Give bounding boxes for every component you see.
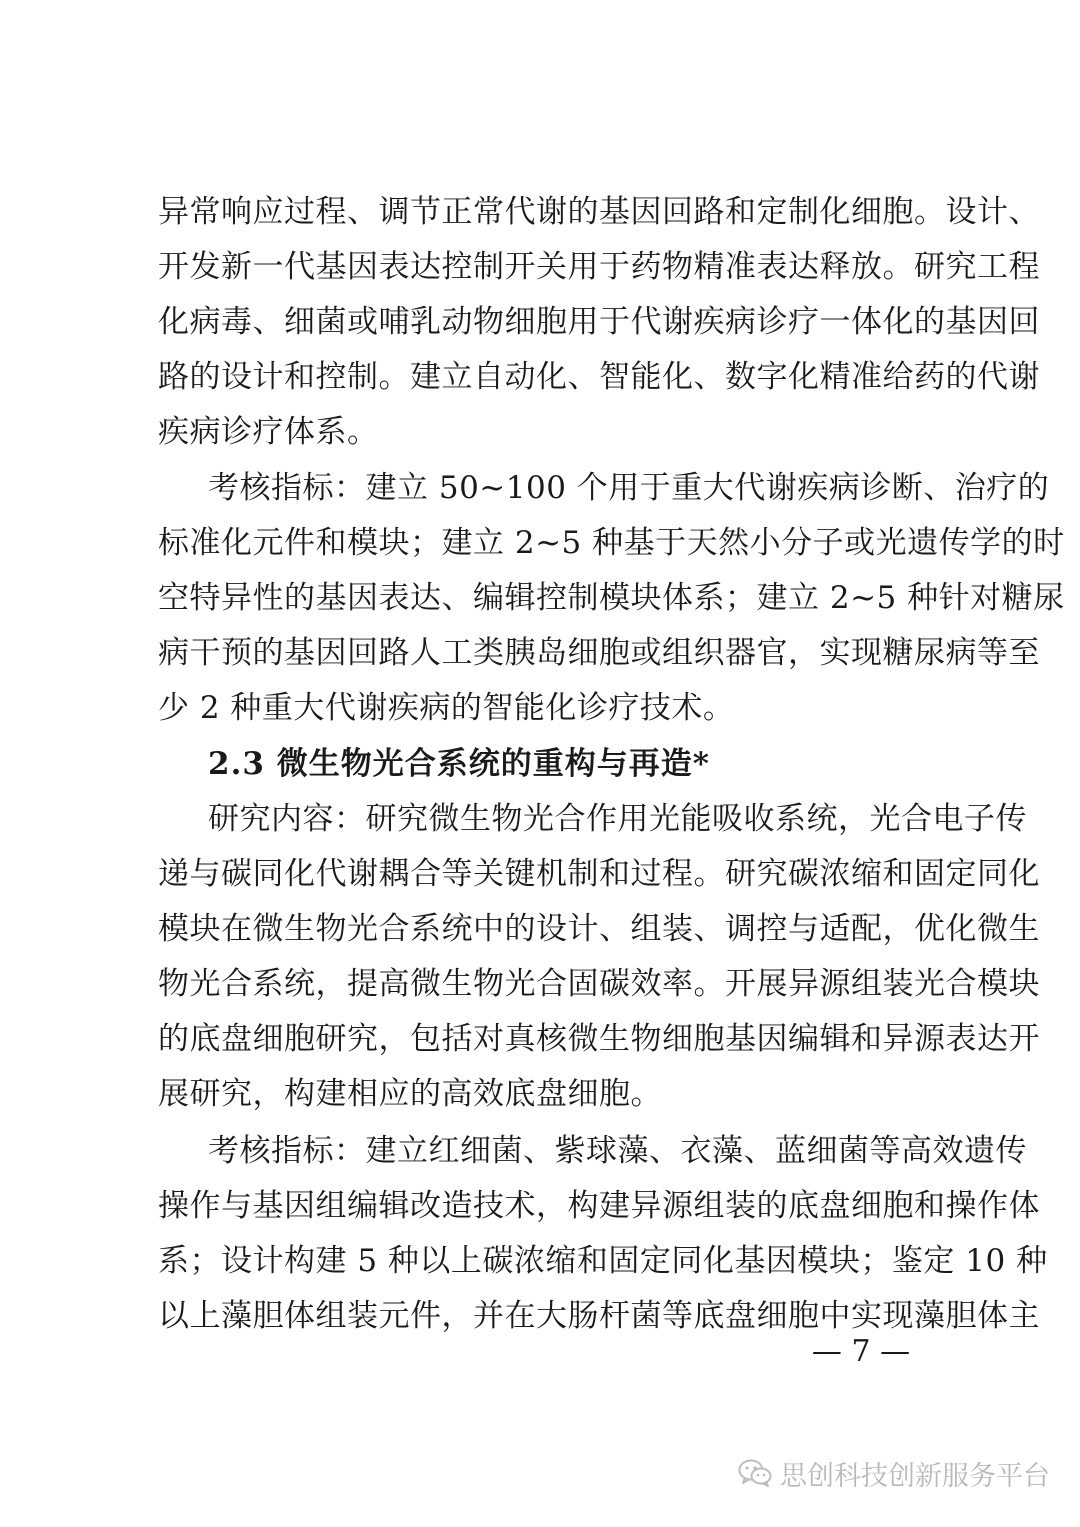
paragraph-2-line-4: 病干预的基因回路人工类胰岛细胞或组织器官，实现糖尿病等至 [158, 635, 1040, 671]
paragraph-4-line-2: 操作与基因组编辑改造技术，构建异源组装的底盘细胞和操作体 [158, 1188, 1040, 1224]
watermark [738, 1453, 1050, 1493]
wechat-icon [738, 1458, 772, 1488]
section-heading: 2.3 微生物光合系统的重构与再造* [208, 746, 710, 782]
paragraph-1-line-5: 疾病诊疗体系。 [158, 414, 379, 450]
paragraph-1-line-1: 异常响应过程、调节正常代谢的基因回路和定制化细胞。设计、 [158, 194, 1040, 230]
paragraph-4-line-1: 考核指标：建立红细菌、紫球藻、衣藻、蓝细菌等高效遗传 [208, 1133, 1027, 1169]
paragraph-3-line-6: 展研究，构建相应的高效底盘细胞。 [158, 1076, 662, 1112]
paragraph-1-line-3: 化病毒、细菌或哺乳动物细胞用于代谢疾病诊疗一体化的基因回 [158, 304, 1040, 340]
paragraph-4-line-4: 以上藻胆体组装元件，并在大肠杆菌等底盘细胞中实现藻胆体主 [158, 1298, 1040, 1334]
paragraph-2-line-2: 标准化元件和模块；建立 2~5 种基于天然小分子或光遗传学的时 [158, 525, 1065, 561]
paragraph-2-line-5: 少 2 种重大代谢疾病的智能化诊疗技术。 [158, 690, 735, 726]
paragraph-3-line-1: 研究内容：研究微生物光合作用光能吸收系统，光合电子传 [208, 801, 1027, 837]
paragraph-3-line-4: 物光合系统，提高微生物光合固碳效率。开展异源组装光合模块 [158, 966, 1040, 1002]
paragraph-1-line-2: 开发新一代基因表达控制开关用于药物精准表达释放。研究工程 [158, 249, 1040, 285]
paragraph-3-line-3: 模块在微生物光合系统中的设计、组装、调控与适配，优化微生 [158, 911, 1040, 947]
paragraph-4-line-3: 系；设计构建 5 种以上碳浓缩和固定同化基因模块；鉴定 10 种 [158, 1243, 1048, 1279]
watermark-text: 思创科技创新服务平台 [780, 1460, 1050, 1492]
paragraph-3-line-5: 的底盘细胞研究，包括对真核微生物细胞基因编辑和异源表达开 [158, 1021, 1040, 1057]
paragraph-3-line-2: 递与碳同化代谢耦合等关键机制和过程。研究碳浓缩和固定同化 [158, 856, 1040, 892]
paragraph-2-line-1: 考核指标：建立 50~100 个用于重大代谢疾病诊断、治疗的 [208, 470, 1050, 506]
page-number: — 7 — [811, 1334, 911, 1369]
paragraph-2-line-3: 空特异性的基因表达、编辑控制模块体系；建立 2~5 种针对糖尿 [158, 580, 1065, 616]
paragraph-1-line-4: 路的设计和控制。建立自动化、智能化、数字化精准给药的代谢 [158, 359, 1040, 395]
